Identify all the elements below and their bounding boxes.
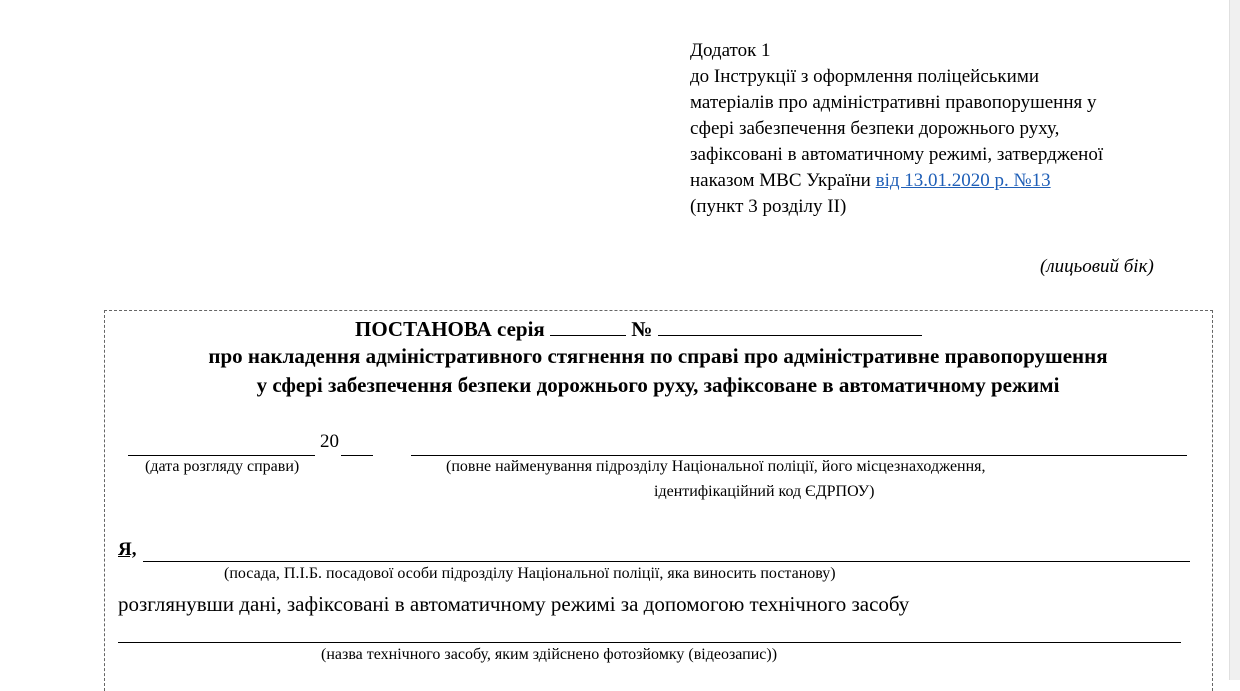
officer-caption: (посада, П.І.Б. посадової особи підрозділу Національної поліції, яка виносить постанову) — [224, 565, 836, 582]
series-blank — [550, 315, 626, 336]
order-link[interactable]: від 13.01.2020 р. №13 — [875, 170, 1051, 191]
appendix-line: (пункт 3 розділу ІІ) — [690, 196, 847, 217]
i-label: Я, — [118, 539, 137, 560]
form-title — [355, 315, 922, 342]
date-blank — [128, 455, 315, 456]
unit-caption-2: ідентифікаційний код ЄДРПОУ) — [654, 483, 875, 500]
year-prefix: 20 — [320, 431, 339, 452]
device-blank — [118, 642, 1181, 643]
reviewed-text: розглянувши дані, зафіксовані в автоматичному режимі за допомогою технічного засобу — [118, 592, 910, 616]
unit-caption-1: (повне найменування підрозділу Національної поліції, його місцезнаходження, — [446, 458, 986, 475]
appendix-header — [690, 38, 1225, 220]
appendix-line: до Інструкції з оформлення поліцейськими — [690, 66, 1040, 87]
appendix-line-order — [690, 168, 1225, 194]
officer-blank — [143, 561, 1190, 562]
form-subtitle-2: у сфері забезпечення безпеки дорожнього руху, зафіксоване в автоматичному режимі — [256, 373, 1060, 397]
device-caption: (назва технічного засобу, яким здійснено фотозйомку (відеозапис)) — [321, 646, 778, 663]
page-edge — [1229, 0, 1240, 680]
number-blank — [658, 315, 922, 336]
appendix-line: зафіксовані в автоматичному режимі, затвердженої — [690, 144, 1104, 165]
appendix-line: матеріалів про адміністративні правопорушення у — [690, 92, 1097, 113]
appendix-line: сфері забезпечення безпеки дорожнього руху, — [690, 118, 1060, 139]
police-unit-blank — [411, 455, 1187, 456]
form-subtitle-1: про накладення адміністративного стягнення по справі про адміністративне правопорушення — [208, 344, 1108, 368]
date-caption: (дата розгляду справи) — [145, 458, 300, 475]
face-side-note: (лицьовий бік) — [1040, 256, 1154, 277]
appendix-line: Додаток 1 — [690, 40, 771, 61]
form-title-text: ПОСТАНОВА серія — [355, 317, 545, 341]
number-sign: № — [631, 317, 653, 341]
year-blank — [341, 455, 373, 456]
appendix-order-text: наказом МВС України — [690, 170, 876, 191]
